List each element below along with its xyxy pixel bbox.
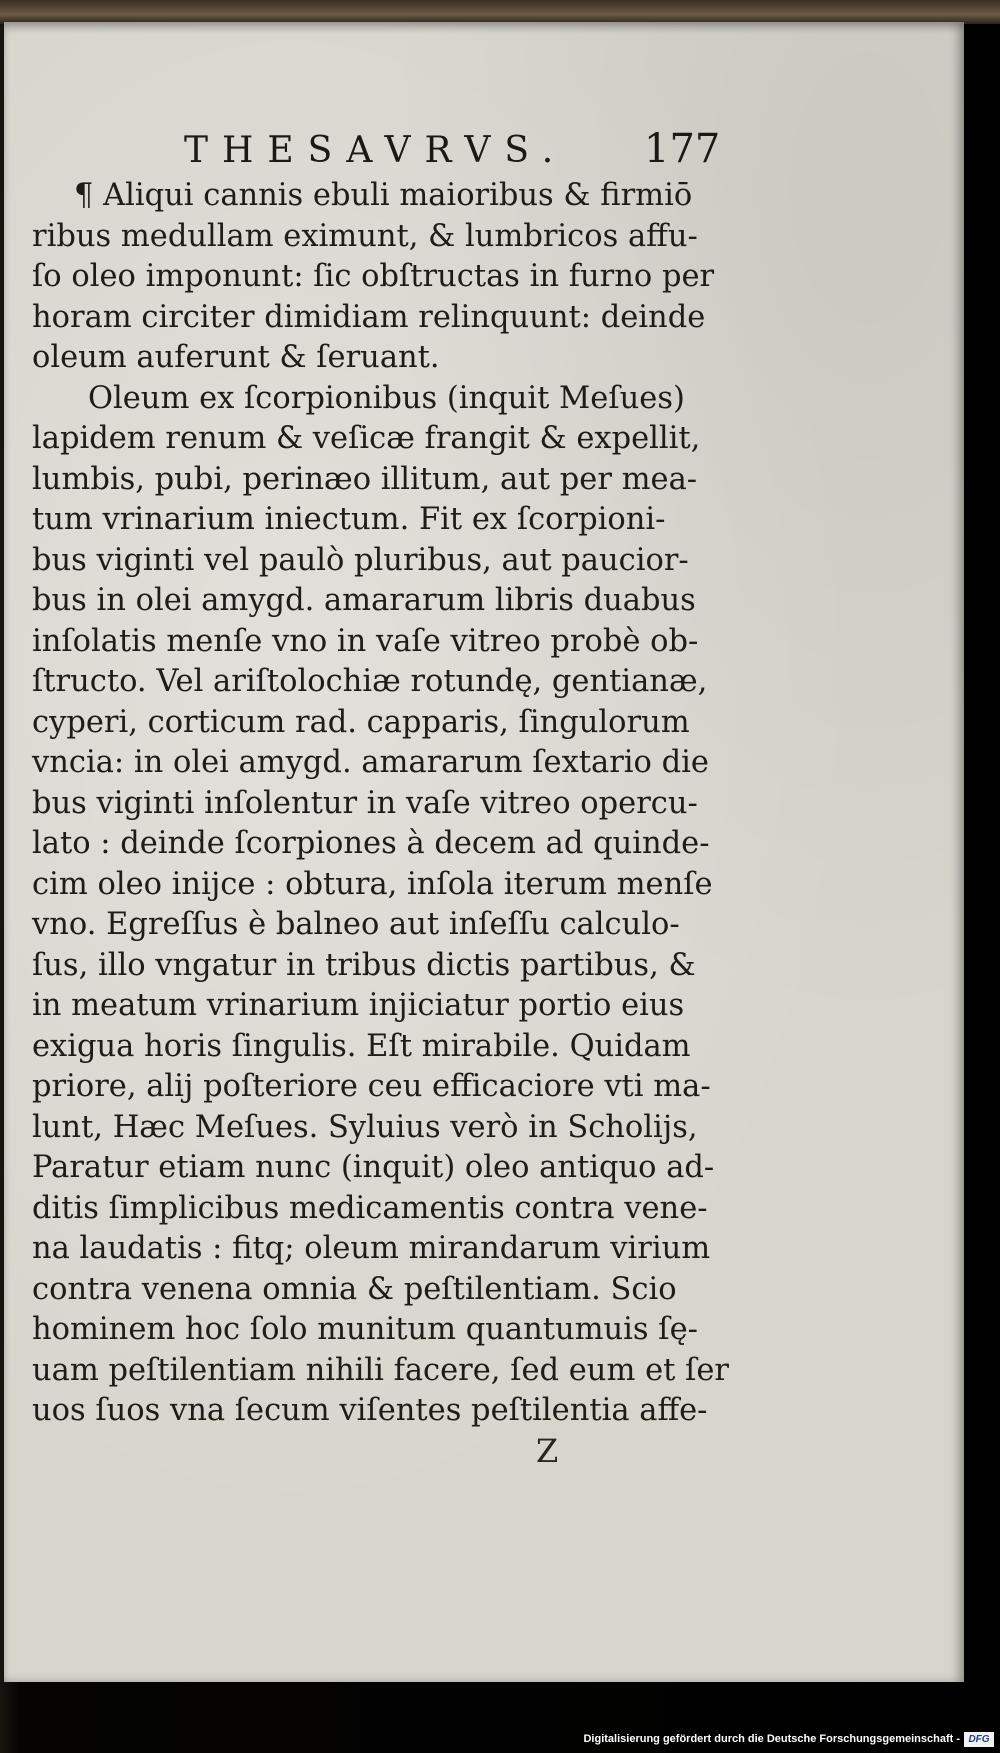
text-line: in meatum vrinarium injiciatur portio eius — [32, 988, 685, 1023]
text-line: hominem hoc ſolo munitum quantumuis ſę- — [32, 1312, 698, 1347]
text-line: ribus medullam eximunt, & lumbricos affu- — [32, 218, 698, 254]
text-line: vno. Egreſſus è balneo aut inſeſſu calculo- — [32, 907, 680, 942]
page-number: 177 — [644, 126, 721, 172]
text-line: cyperi, corticum rad. capparis, ſingulorum — [32, 704, 690, 740]
text-block — [32, 172, 732, 1472]
text-line: lapidem renum & veſicæ frangit & expellit, — [32, 421, 701, 456]
text-line: ſtructo. Vel ariſtolochiæ rotundę, gentianæ, — [32, 664, 708, 699]
text-line: priore, alij poſteriore ceu efficaciore vti ma- — [32, 1069, 711, 1104]
text-line: uam peſtilentiam nihili facere, ſed eum et ſer — [32, 1352, 729, 1388]
text-line: tum vrinarium iniectum. Fit ex ſcorpioni- — [32, 502, 666, 537]
text-line: lato : deinde ſcorpiones à decem ad quinde- — [32, 826, 710, 861]
running-head-title: THESAVRVS. — [184, 130, 568, 171]
text-line: Paratur etiam nunc (inquit) oleo antiquo ad- — [32, 1150, 715, 1185]
text-line: lunt, Hæc Meſues. Syluius verò in Scholijs, — [32, 1109, 698, 1145]
text-line: ¶ Aliqui cannis ebuli maioribus & firmiō — [74, 178, 693, 213]
text-line: horam circiter dimidiam relinquunt: deinde — [32, 299, 706, 335]
text-line: bus viginti vel paulò pluribus, aut paucior- — [32, 542, 689, 578]
text-line: bus in olei amygd. amararum libris duabus — [32, 583, 696, 618]
dfg-logo: DFG — [964, 1732, 994, 1747]
text-line: exigua horis ſingulis. Eſt mirabile. Quidam — [32, 1028, 691, 1064]
text-line: oleum auferunt & ſeruant. — [32, 340, 440, 375]
text-line: bus viginti inſolentur in vaſe vitreo opercu- — [32, 785, 698, 821]
page-top-edge — [0, 0, 1000, 24]
footer-bar — [0, 1727, 1000, 1753]
text-line: ſo oleo imponunt: ſic obſtructas in furno per — [32, 259, 715, 294]
text-line: ditis ſimplicibus medicamentis contra vene- — [32, 1190, 708, 1226]
digitization-credit: Digitalisierung gefördert durch die Deutsche Forschungsgemeinschaft - — [583, 1733, 960, 1745]
catchword: Z — [536, 1432, 559, 1470]
text-line: na laudatis : fitq; oleum mirandarum virium — [32, 1231, 711, 1266]
text-line: ſus, illo vngatur in tribus dictis partibus, & — [32, 947, 696, 983]
text-line: contra venena omnia & peſtilentiam. Scio — [32, 1271, 677, 1307]
text-line: cim oleo inijce : obtura, inſola iterum menſe — [32, 866, 713, 902]
text-line: Oleum ex ſcorpionibus (inquit Meſues) — [88, 380, 685, 416]
text-line: lumbis, pubi, perinæo illitum, aut per mea- — [32, 461, 698, 497]
text-line: uos ſuos vna ſecum viſentes peſtilentia affe- — [32, 1393, 708, 1428]
text-line: vncia: in olei amygd. amararum ſextario die — [32, 745, 709, 780]
book-page — [4, 22, 964, 1682]
text-line: inſolatis menſe vno in vaſe vitreo probè ob- — [32, 623, 699, 659]
